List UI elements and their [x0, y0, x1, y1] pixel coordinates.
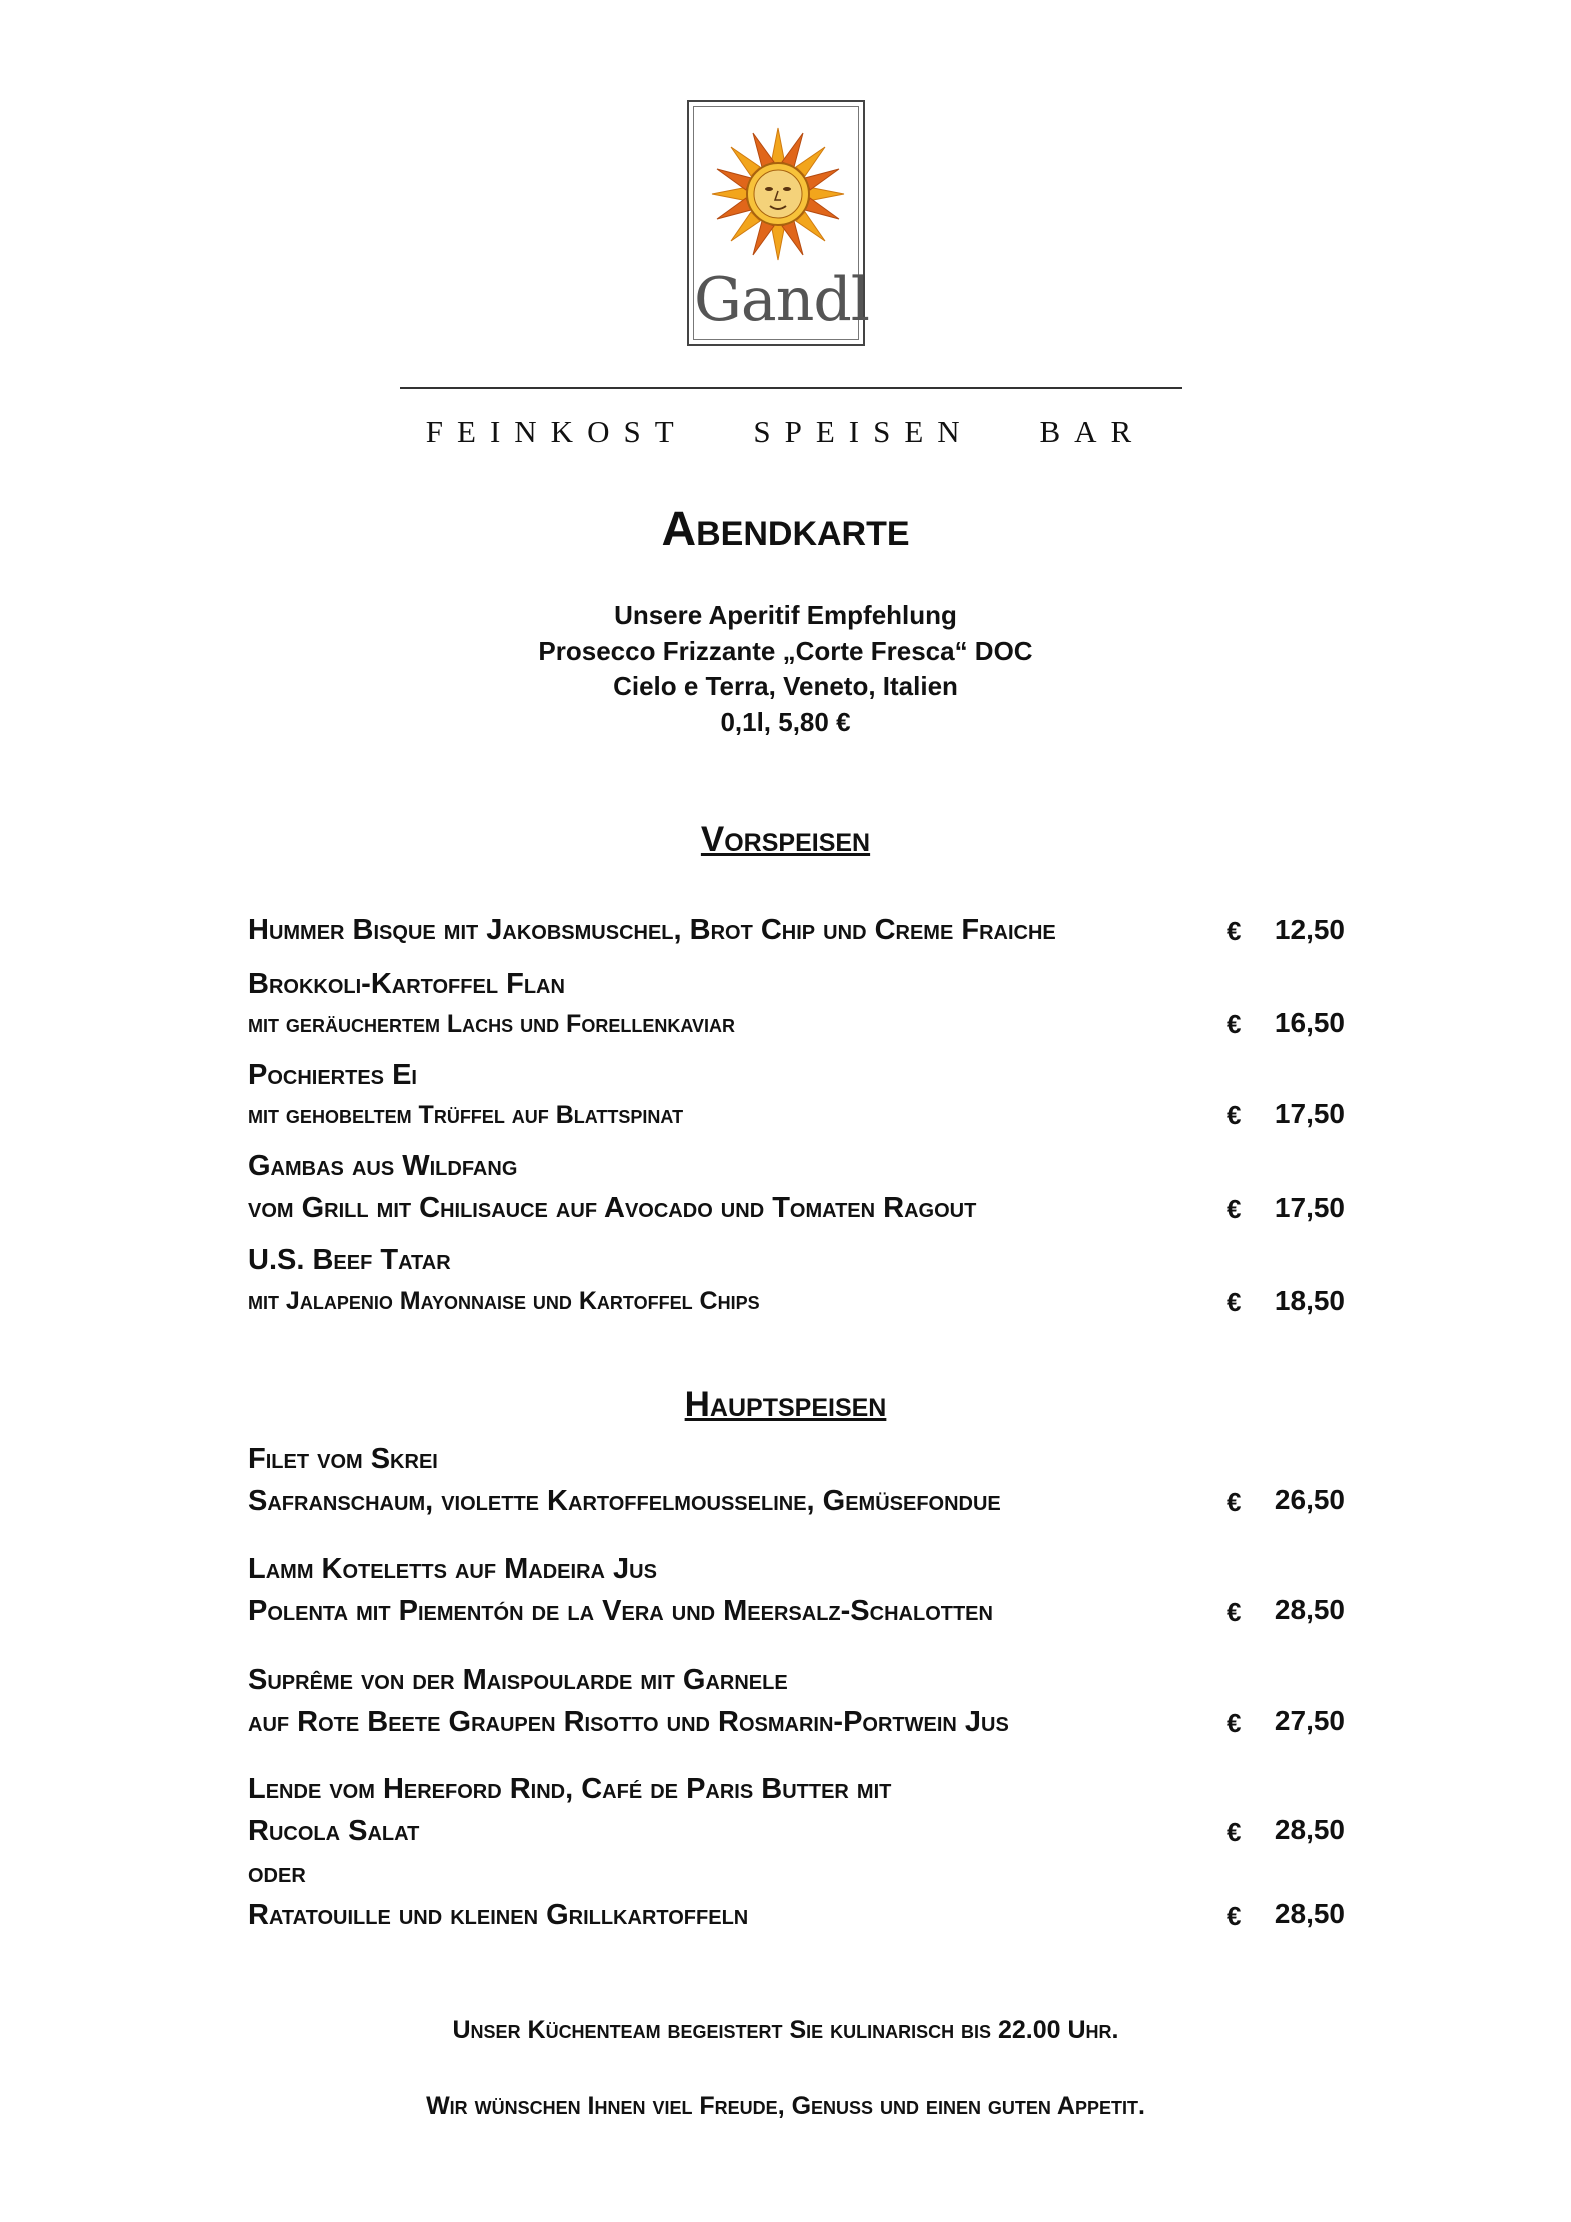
- tagline: [0, 412, 1571, 452]
- divider: [400, 387, 1182, 389]
- menu-item-option: Rucola Salat: [248, 1815, 420, 1847]
- menu-item-price: 18,50: [1274, 1285, 1345, 1316]
- menu-item-name: Lamm Koteletts auf Madeira Jus: [248, 1553, 657, 1585]
- menu-item-name: Brokkoli-Kartoffel Flan: [248, 968, 565, 1000]
- aperitif-recommendation: [0, 598, 1571, 740]
- menu-item-description: mit gehobeltem Trüffel auf Blattspinat: [248, 1101, 684, 1129]
- menu-item-name: Gambas aus Wildfang: [248, 1150, 518, 1182]
- currency-symbol: €: [1227, 1597, 1242, 1627]
- section-heading-hauptspeisen: Hauptspeisen: [684, 1385, 887, 1424]
- menu-item-price: 28,50: [1274, 1814, 1345, 1845]
- menu-item-name: Suprême von der Maispoularde mit Garnele: [248, 1664, 788, 1696]
- menu-item-or: oder: [248, 1857, 306, 1889]
- tagline-word: FEINKOST: [425, 414, 688, 449]
- currency-symbol: €: [1227, 916, 1242, 946]
- currency-symbol: €: [1227, 1100, 1242, 1130]
- menu-item-price: 16,50: [1274, 1007, 1345, 1038]
- menu-item-description: Polenta mit Piementón de la Vera und Meersalz-Schalotten: [248, 1595, 993, 1627]
- aperitif-heading: Unsere Aperitif Empfehlung: [614, 600, 957, 630]
- menu-item-description: mit geräuchertem Lachs und Forellenkaviar: [248, 1010, 735, 1038]
- menu-item-option: Ratatouille und kleinen Grillkartoffeln: [248, 1899, 749, 1931]
- kitchen-hours-note: Unser Küchenteam begeistert Sie kulinarisch bis 22.00 Uhr.: [452, 2016, 1119, 2044]
- currency-symbol: €: [1227, 1487, 1242, 1517]
- menu-item-price: 28,50: [1274, 1898, 1345, 1929]
- currency-symbol: €: [1227, 1817, 1242, 1847]
- page-title: Abendkarte: [661, 503, 910, 556]
- menu-item-price: 12,50: [1274, 914, 1345, 945]
- sun-face-icon: [708, 119, 848, 269]
- menu-item-name: Hummer Bisque mit Jakobsmuschel, Brot Chip und Creme Fraiche: [248, 914, 1056, 946]
- currency-symbol: €: [1227, 1287, 1242, 1317]
- menu-item-price: 27,50: [1274, 1705, 1345, 1736]
- currency-symbol: €: [1227, 1194, 1242, 1224]
- tagline-word: SPEISEN: [753, 414, 974, 449]
- aperitif-wine: Prosecco Frizzante „Corte Fresca“ DOC: [538, 635, 1033, 666]
- aperitif-origin: Cielo e Terra, Veneto, Italien: [613, 671, 958, 701]
- menu-item-description: Safranschaum, violette Kartoffelmousseline, Gemüsefondue: [248, 1485, 1001, 1517]
- logo-wordmark: Gandl: [694, 265, 869, 335]
- tagline-word: BAR: [1039, 414, 1146, 449]
- menu-item-description: auf Rote Beete Graupen Risotto und Rosmarin-Portwein Jus: [248, 1706, 1009, 1738]
- menu-item-price: 17,50: [1274, 1098, 1345, 1129]
- currency-symbol: €: [1227, 1901, 1242, 1931]
- currency-symbol: €: [1227, 1009, 1242, 1039]
- restaurant-logo: [687, 100, 869, 346]
- menu-item-price: 26,50: [1274, 1484, 1345, 1515]
- menu-item-description: mit Jalapenio Mayonnaise und Kartoffel Chips: [248, 1287, 760, 1315]
- closing-note: Wir wünschen Ihnen viel Freude, Genuss und einen guten Appetit.: [426, 2092, 1145, 2120]
- menu-item-name: Pochiertes Ei: [248, 1059, 417, 1091]
- menu-item-price: 28,50: [1274, 1594, 1345, 1625]
- menu-item-price: 17,50: [1274, 1192, 1345, 1223]
- section-heading-vorspeisen: Vorspeisen: [700, 820, 871, 859]
- currency-symbol: €: [1227, 1708, 1242, 1738]
- aperitif-price: 0,1l, 5,80 €: [720, 706, 851, 737]
- menu-item-name: Filet vom Skrei: [248, 1443, 438, 1475]
- menu-item-name: Lende vom Hereford Rind, Café de Paris Butter mit: [248, 1773, 892, 1805]
- menu-item-name: U.S. Beef Tatar: [248, 1244, 451, 1276]
- menu-item-description: vom Grill mit Chilisauce auf Avocado und Tomaten Ragout: [248, 1192, 977, 1224]
